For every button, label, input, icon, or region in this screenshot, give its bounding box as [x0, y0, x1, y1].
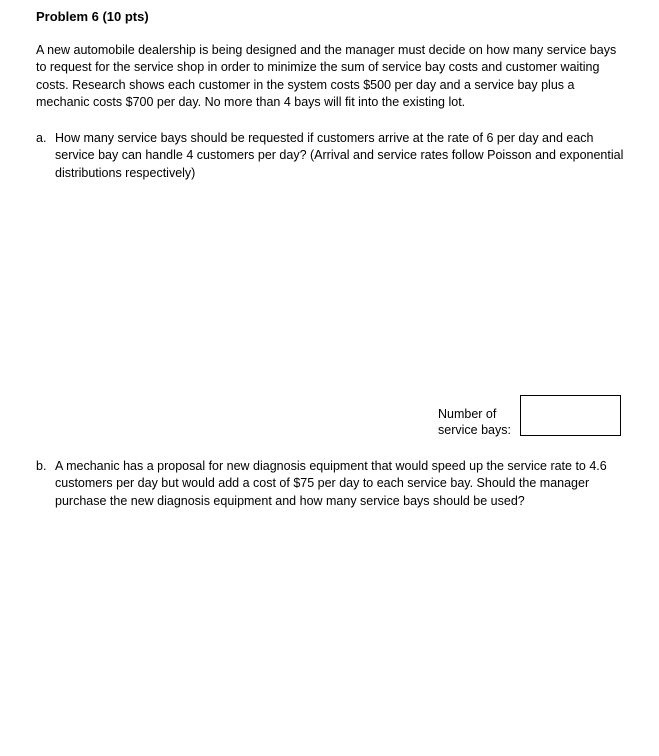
part-a — [36, 130, 626, 182]
answer-label-line2: service bays: — [438, 423, 511, 437]
part-b-question: A mechanic has a proposal for new diagnosis equipment that would speed up the service rate to 4.6 customers per day but would add a cost of $75 per day to each service bay. Should the manager purchase the new diagnosis equipment and how many service bays should be used? — [55, 459, 607, 508]
part-b-marker: b. — [36, 459, 47, 473]
answer-label-line1: Number of — [438, 407, 497, 421]
part-a-question: How many service bays should be requested if customers arrive at the rate of 6 per day and each service bay can handle 4 customers per day? (Arrival and service rates follow Poisson and exponential distributions respectively) — [55, 131, 624, 180]
part-a-marker: a. — [36, 131, 47, 145]
answer-label — [438, 406, 528, 438]
problem-intro: A new automobile dealership is being designed and the manager must decide on how many service bays to request for the service shop in order to minimize the sum of service bay costs and customer waiting costs. Research shows each customer in the system costs $500 per day and a service bay plus a mechanic costs $700 per day. No more than 4 bays will fit into the existing lot. — [36, 43, 617, 110]
service-bays-answer-box[interactable] — [520, 395, 621, 436]
problem-title: Problem 6 (10 pts) — [36, 9, 149, 24]
part-b — [36, 458, 626, 510]
